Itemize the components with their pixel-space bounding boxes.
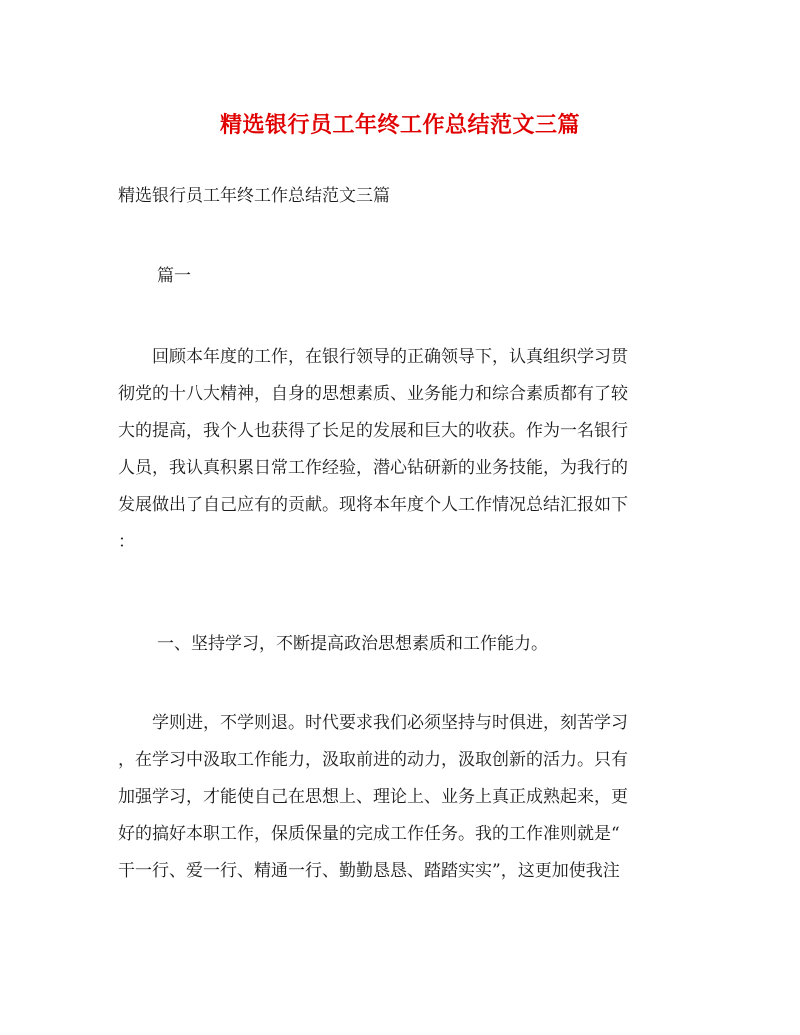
paragraph-intro [118,339,678,561]
section-label: 篇一 [157,266,191,286]
document-title: 精选银行员工年终工作总结范文三篇 [219,112,580,138]
paragraph-line: 大的提高，我个人也获得了长足的发展和巨大的收获。作为一名银行 [118,421,628,441]
document-subtitle: 精选银行员工年终工作总结范文三篇 [118,186,390,206]
paragraph-line: 好的搞好本职工作，保质保量的完成工作任务。我的工作准则就是“ [118,824,620,844]
paragraph-study [118,705,678,890]
paragraph-line: ，在学习中汲取工作能力，汲取前进的动力，汲取创新的活力。只有 [118,750,628,770]
paragraph-line: ： [118,532,135,552]
paragraph-line: 彻党的十八大精神，自身的思想素质、业务能力和综合素质都有了较 [118,384,628,404]
paragraph-line: 干一行、爱一行、精通一行、勤勤恳恳、踏踏实实”，这更加使我注 [118,861,620,881]
paragraph-line: 发展做出了自己应有的贡献。现将本年度个人工作情况总结汇报如下 [118,495,628,515]
section-heading: 一、坚持学习，不断提高政治思想素质和工作能力。 [157,634,548,654]
paragraph-line: 学则进，不学则退。时代要求我们必须坚持与时俱进，刻苦学习 [118,713,628,733]
paragraph-line: 回顾本年度的工作，在银行领导的正确领导下，认真组织学习贯 [118,347,628,367]
paragraph-line: 加强学习，才能使自己在思想上、理论上、业务上真正成熟起来，更 [118,787,628,807]
paragraph-line: 人员，我认真积累日常工作经验，潜心钻研新的业务技能，为我行的 [118,458,628,478]
